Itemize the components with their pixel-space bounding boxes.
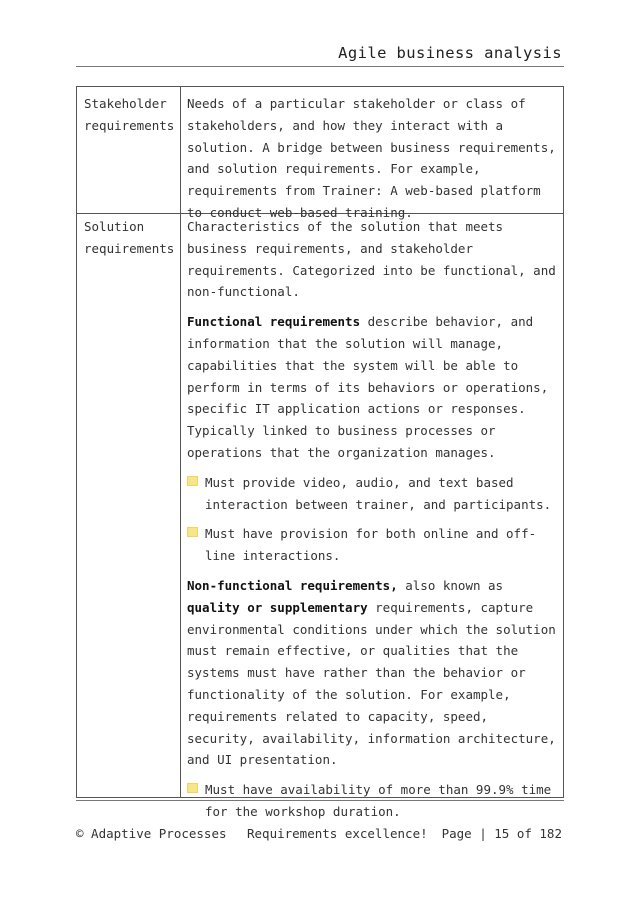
quality-term: quality or supplementary [187, 599, 368, 615]
nonfunctional-term: Non-functional requirements, [187, 577, 398, 593]
requirements-table [76, 86, 564, 819]
note-bullet-icon [187, 527, 198, 537]
bullet-text: Must provide video, audio, and text based interaction between trainer, and participants. [205, 474, 552, 512]
header-rule [76, 66, 564, 67]
list-item [187, 523, 559, 567]
nonfunctional-paragraph [187, 575, 559, 771]
footer-page-number: Page | 15 of 182 [441, 826, 562, 841]
nonfunctional-text-1: also known as [397, 577, 504, 593]
nonfunctional-text-2: requirements, capture environmental conditions under which the solution must remain effective, or qualities that the systems must have rather than the behavior or functionality of the solution. For example, requirements related to capacity, speed, security, availability, information architecture, and UI presentation. [187, 599, 556, 768]
note-bullet-icon [187, 783, 198, 793]
functional-term: Functional requirements [187, 314, 361, 330]
footer-tagline: Requirements excellence! [247, 826, 428, 841]
table-column-divider [180, 87, 181, 797]
label-line: requirements [84, 118, 175, 133]
bullet-text: Must have provision for both online and off-line interactions. [205, 526, 537, 564]
row-content-stakeholder [187, 93, 559, 232]
page-header-title: Agile business analysis [338, 44, 562, 62]
footer-copyright: © Adaptive Processes [76, 826, 227, 841]
row-content-solution [187, 216, 559, 831]
row-label-stakeholder [84, 93, 176, 137]
row-label-solution [84, 216, 176, 260]
footer-rule [76, 800, 564, 801]
solution-intro: Characteristics of the solution that meets business requirements, and stakeholder requirements. Categorized into be functional, and non-functional. [187, 219, 556, 300]
functional-paragraph [187, 311, 559, 464]
note-bullet-icon [187, 476, 198, 486]
label-line: requirements [84, 241, 175, 256]
label-line: Solution [84, 219, 145, 234]
list-item [187, 472, 559, 516]
stakeholder-description: Needs of a particular stakeholder or class of stakeholders, and how they interact with a solution. A bridge between business requirements, and solution requirements. For example, requirements from Trainer: A web-based platform to conduct web-based training. [187, 96, 556, 220]
bullet-text: Must have availability of more than 99.9% time for the workshop duration. [205, 782, 552, 819]
label-line: Stakeholder [84, 96, 167, 111]
functional-text: describe behavior, and information that the solution will manage, capabilities that the system will be able to perform in terms of its behaviors or operations, specific IT application actions or responses. Typically linked to business processes or operations that the organization manages. [187, 314, 549, 460]
